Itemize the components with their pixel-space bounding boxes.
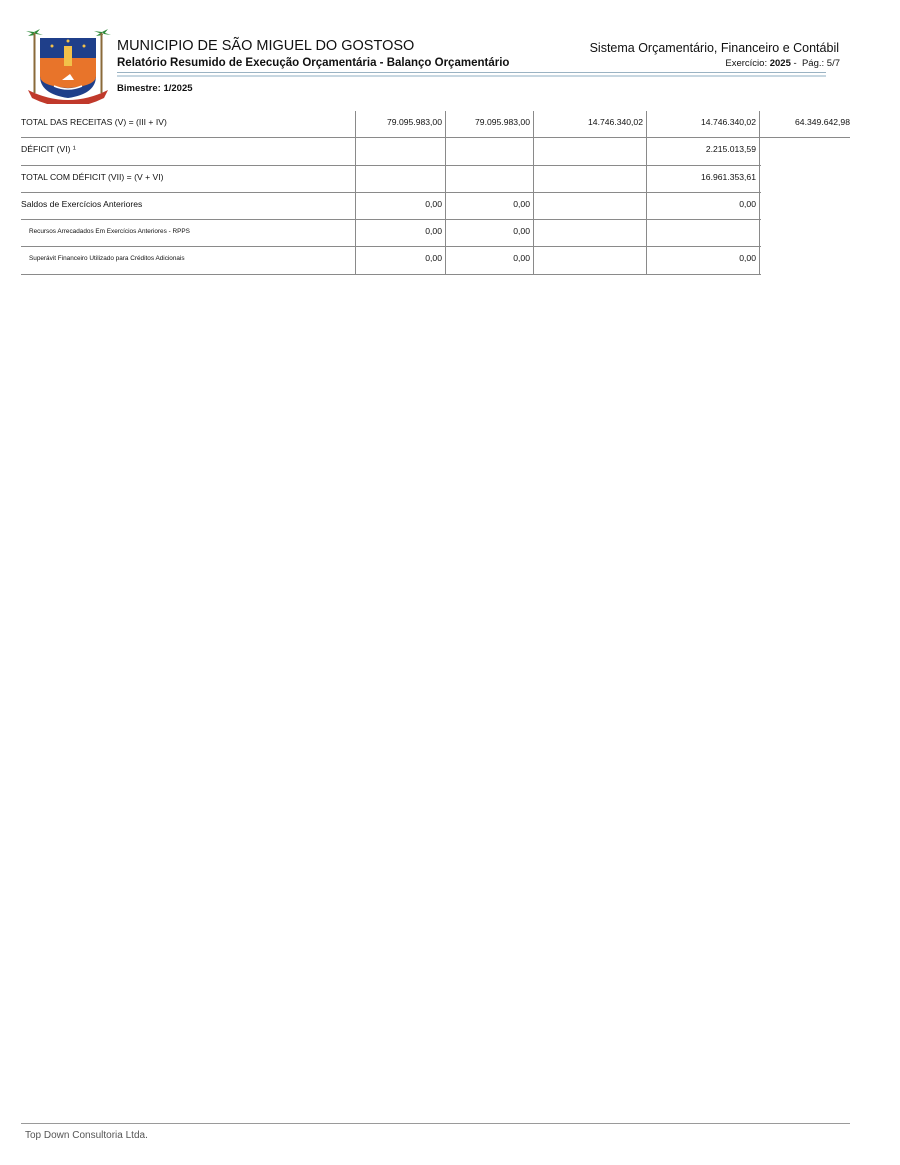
cell-value: 0,00 [445, 247, 533, 273]
cell-value: 0,00 [445, 193, 533, 219]
bimestre-label: Bimestre: 1/2025 [117, 83, 193, 94]
cell-value [533, 138, 646, 164]
footer-company: Top Down Consultoria Ltda. [25, 1130, 148, 1141]
cell-value [355, 166, 445, 192]
cell-value: 16.961.353,61 [646, 166, 760, 192]
header-rule-secondary [117, 75, 826, 77]
row-label: TOTAL COM DÉFICIT (VII) = (V + VI) [21, 171, 164, 182]
system-name: Sistema Orçamentário, Financeiro e Contábil [589, 41, 839, 55]
municipal-crest-logo [24, 28, 112, 104]
header-rule [117, 72, 826, 73]
cell-value [355, 138, 445, 164]
cell-value: 0,00 [355, 220, 445, 246]
cell-value [533, 247, 646, 273]
cell-value [445, 166, 533, 192]
cell-value [533, 220, 646, 246]
budget-balance-table [21, 111, 850, 275]
municipality-name: MUNICIPIO DE SÃO MIGUEL DO GOSTOSO [117, 38, 415, 54]
row-label: Saldos de Exercícios Anteriores [21, 198, 143, 209]
cell-value [445, 138, 533, 164]
cell-value: 14.746.340,02 [646, 111, 760, 137]
row-label: Superávit Financeiro Utilizado para Créditos Adicionais [29, 255, 185, 263]
exercise-year: 2025 [769, 58, 791, 69]
table-row [21, 166, 761, 193]
exercise-separator: - [793, 58, 797, 69]
cell-value: 2.215.013,59 [646, 138, 760, 164]
cell-value: 0,00 [646, 247, 760, 273]
cell-value: 0,00 [355, 247, 445, 273]
row-label: Recursos Arrecadados Em Exercícios Anteriores - RPPS [29, 228, 190, 236]
row-label: TOTAL DAS RECEITAS (V) = (III + IV) [21, 117, 167, 127]
report-title: Relatório Resumido de Execução Orçamentária - Balanço Orçamentário [117, 57, 510, 69]
table-row [21, 111, 850, 138]
cell-value [646, 220, 760, 246]
cell-value: 0,00 [646, 193, 760, 219]
exercise-page-info [725, 58, 840, 69]
cell-value [533, 193, 646, 219]
table-row [21, 247, 761, 274]
cell-value: 0,00 [445, 220, 533, 246]
table-row [21, 220, 761, 247]
cell-value [533, 166, 646, 192]
cell-value: 0,00 [355, 193, 445, 219]
cell-value: 79.095.983,00 [355, 111, 445, 137]
page-number: Pág.: 5/7 [801, 58, 840, 69]
cell-value: 64.349.642,98 [795, 117, 850, 127]
row-label: DÉFICIT (VI) ¹ [21, 144, 76, 155]
cell-value: 14.746.340,02 [533, 111, 646, 137]
footer-rule [21, 1123, 850, 1124]
table-row [21, 138, 761, 165]
cell-value: 79.095.983,00 [445, 111, 533, 137]
exercise-label: Exercício: [725, 58, 768, 69]
table-row [21, 193, 761, 220]
